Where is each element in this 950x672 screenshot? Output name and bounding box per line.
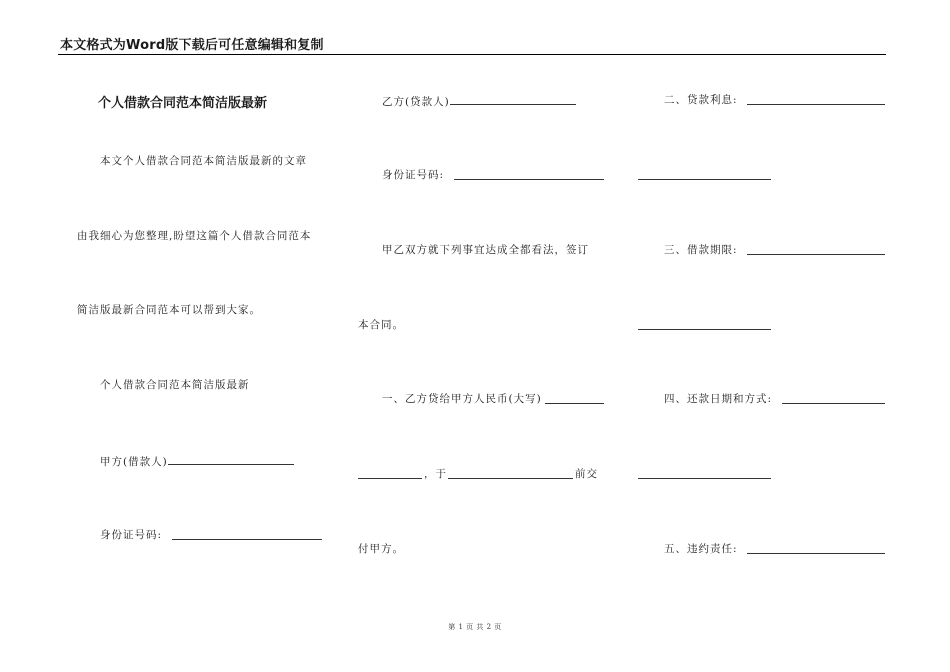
party-a-label: 甲方(借款人) — [100, 456, 168, 468]
agree-line-2: 本合同。 — [358, 319, 404, 331]
id-a-row — [100, 528, 162, 542]
party-a-blank — [168, 453, 294, 465]
id-a-blank — [172, 539, 322, 540]
clause-4-blank-2 — [638, 478, 771, 479]
clause-1-label: 一、乙方贷给甲方人民币(大写) — [382, 393, 542, 405]
id-b-label: 身份证号码: — [382, 169, 445, 181]
clause-4-blank — [782, 403, 885, 404]
party-a-row — [100, 453, 294, 469]
clause-3-label: 三、借款期限: — [664, 244, 738, 256]
page-number: 第 1 页 共 2 页 — [448, 623, 502, 631]
intro-line-2: 由我细心为您整理,盼望这篇个人借款合同范本 — [77, 230, 312, 242]
clause-1-figure-blank — [358, 478, 422, 479]
id-a-label: 身份证号码: — [100, 529, 163, 541]
id-b-blank — [454, 179, 604, 180]
document-header — [58, 34, 886, 55]
clause-1-line-3: 付甲方。 — [358, 543, 404, 555]
intro-line-3: 简洁版最新合同范本可以帮到大家。 — [77, 304, 261, 316]
intro-line-1: 本文个人借款合同范本简洁版最新的文章 — [100, 155, 307, 167]
clause-1-amount-blank — [545, 403, 604, 404]
clause-2-blank — [747, 104, 885, 105]
subtitle: 个人借款合同范本简洁版最新 — [100, 379, 250, 391]
clause-1-end: 前交 — [575, 468, 598, 480]
id-b-row — [382, 168, 444, 182]
clause-3-blank — [747, 254, 885, 255]
clause-2-blank-2 — [638, 179, 771, 180]
clause-1-mid: ，于 — [424, 468, 447, 480]
clause-4-label: 四、还款日期和方式: — [664, 393, 773, 405]
party-b-row — [382, 93, 576, 109]
clause-5-blank — [747, 553, 885, 554]
agree-line-1: 甲乙双方就下列事宜达成全都看法，签订 — [382, 244, 589, 256]
header-text: 本文格式为Word版下载后可任意编辑和复制 — [60, 38, 324, 53]
clause-1-date-blank — [448, 478, 573, 479]
clause-5-label: 五、违约责任: — [664, 543, 738, 555]
party-b-blank — [450, 93, 576, 105]
document-title: 个人借款合同范本简洁版最新 — [98, 96, 268, 111]
clause-2-label: 二、贷款利息: — [664, 94, 738, 106]
clause-3-blank-2 — [638, 329, 771, 330]
party-b-label: 乙方(贷款人) — [382, 96, 450, 108]
clause-1-row — [382, 392, 542, 406]
